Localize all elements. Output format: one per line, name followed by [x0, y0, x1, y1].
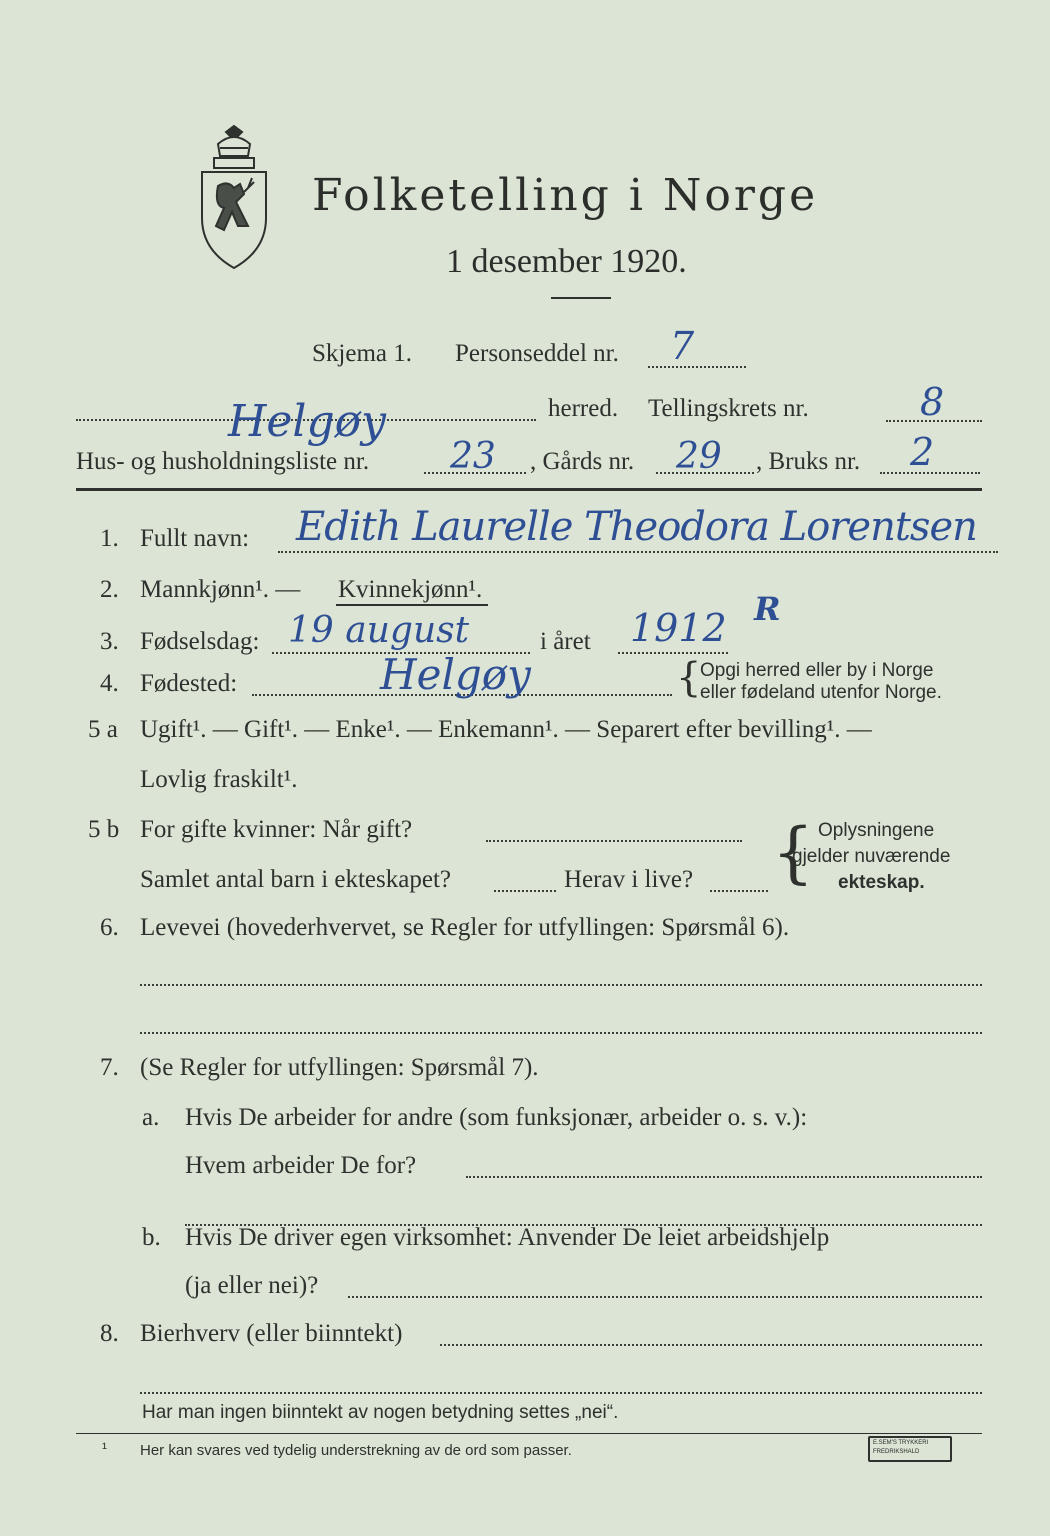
title-divider	[551, 297, 611, 299]
q3-number: 3.	[100, 628, 119, 655]
tellingskrets-value: 8	[920, 380, 945, 424]
form-date: 1 desember 1920.	[446, 243, 687, 280]
personseddel-value: 7	[670, 324, 695, 368]
q3-label: Fødselsdag:	[140, 628, 260, 655]
q5b-note1: Oplysningene	[818, 820, 935, 841]
q4-note-line1: Opgi herred eller by i Norge	[700, 660, 934, 681]
q4-value: Helgøy	[380, 650, 531, 699]
q5b-alive-line	[710, 890, 768, 892]
q5b-line2b: Herav i live?	[564, 866, 694, 893]
q2-female-underline	[336, 604, 488, 606]
q7b-text: Hvis De driver egen virksomhet: Anvender De leiet arbeidshjelp	[185, 1224, 830, 1251]
schema-label: Skjema 1.	[312, 340, 412, 367]
footnote-mark: ¹	[102, 1440, 107, 1457]
bruks-label: , Bruks nr.	[756, 448, 861, 475]
q2-female: Kvinnekjønn¹.	[338, 576, 483, 603]
q8-line1	[440, 1344, 982, 1346]
q7-number: 7.	[100, 1054, 119, 1081]
gards-label: , Gårds nr.	[530, 448, 635, 475]
q1-line	[278, 551, 998, 553]
header-rule	[76, 488, 982, 491]
q4-number: 4.	[100, 670, 119, 697]
q6-number: 6.	[100, 914, 119, 941]
tellingskrets-label: Tellingskrets nr.	[648, 395, 809, 422]
coat-of-arms-icon	[188, 122, 280, 272]
q5b-line2a: Samlet antal barn i ekteskapet?	[140, 866, 451, 893]
footer-note: Har man ingen biinntekt av nogen betydning settes „nei“.	[142, 1402, 619, 1423]
q1-label: Fullt navn:	[140, 525, 250, 552]
q8-line2	[140, 1392, 982, 1394]
herred-value: Helgøy	[228, 396, 386, 447]
footer-rule	[76, 1433, 982, 1434]
q7b-line	[348, 1296, 982, 1298]
q3-check-mark: R	[754, 590, 781, 628]
q5b-number: 5 b	[88, 816, 120, 843]
q3-year-line	[618, 652, 728, 654]
q4-note-line2: eller fødeland utenfor Norge.	[700, 682, 942, 703]
hus-label: Hus- og husholdningsliste nr.	[76, 448, 370, 475]
personseddel-label: Personseddel nr.	[455, 340, 619, 367]
q5b-brace: {	[772, 814, 814, 891]
q3-day-value: 19 august	[288, 610, 470, 651]
hus-value: 23	[450, 436, 496, 477]
herred-label: herred.	[548, 395, 619, 422]
q5b-line1: For gifte kvinner: Når gift?	[140, 816, 413, 843]
q3-year-value: 1912	[630, 606, 727, 650]
q1-value: Edith Laurelle Theodora Lorentsen	[296, 504, 977, 550]
q7b-text2: (ja eller nei)?	[185, 1272, 319, 1299]
q7b-letter: b.	[142, 1224, 161, 1251]
q4-label: Fødested:	[140, 670, 238, 697]
q6-text: Levevei (hovederhvervet, se Regler for utfyllingen: Spørsmål 6).	[140, 914, 790, 941]
footnote-text: Her kan svares ved tydelig understrekning av de ord som passer.	[140, 1442, 572, 1459]
printer-stamp: E.SEM'S TRYKKERI FREDRIKSHALD	[868, 1436, 952, 1462]
q7-text: (Se Regler for utfyllingen: Spørsmål 7).	[140, 1054, 539, 1081]
q2-number: 2.	[100, 576, 119, 603]
q3-year-label: i året	[540, 628, 591, 655]
q7a-text: Hvis De arbeider for andre (som funksjonær, arbeider o. s. v.):	[185, 1104, 808, 1131]
q5b-note3: ekteskap.	[838, 872, 925, 893]
q5a-text2: Lovlig fraskilt¹.	[140, 766, 298, 793]
q7a-text2: Hvem arbeider De for?	[185, 1152, 417, 1179]
q5b-married-line	[486, 840, 742, 842]
q8-number: 8.	[100, 1320, 119, 1347]
q4-brace: {	[676, 655, 702, 701]
q6-line2	[140, 1032, 982, 1034]
q5b-note2: gjelder nuværende	[792, 846, 951, 867]
personseddel-line	[648, 366, 746, 368]
q5b-children-line	[494, 890, 556, 892]
q8-text: Bierhverv (eller biinntekt)	[140, 1320, 403, 1347]
q5a-text: Ugift¹. — Gift¹. — Enke¹. — Enkemann¹. — Separert efter bevilling¹. —	[140, 716, 872, 743]
q2-male: Mannkjønn¹. —	[140, 576, 301, 603]
q1-number: 1.	[100, 525, 119, 552]
q7a-line1	[466, 1176, 982, 1178]
gards-value: 29	[676, 436, 722, 477]
form-title: Folketelling i Norge	[312, 170, 819, 221]
q5a-number: 5 a	[88, 716, 118, 743]
bruks-value: 2	[910, 430, 935, 474]
q7a-letter: a.	[142, 1104, 160, 1131]
q6-line1	[140, 984, 982, 986]
